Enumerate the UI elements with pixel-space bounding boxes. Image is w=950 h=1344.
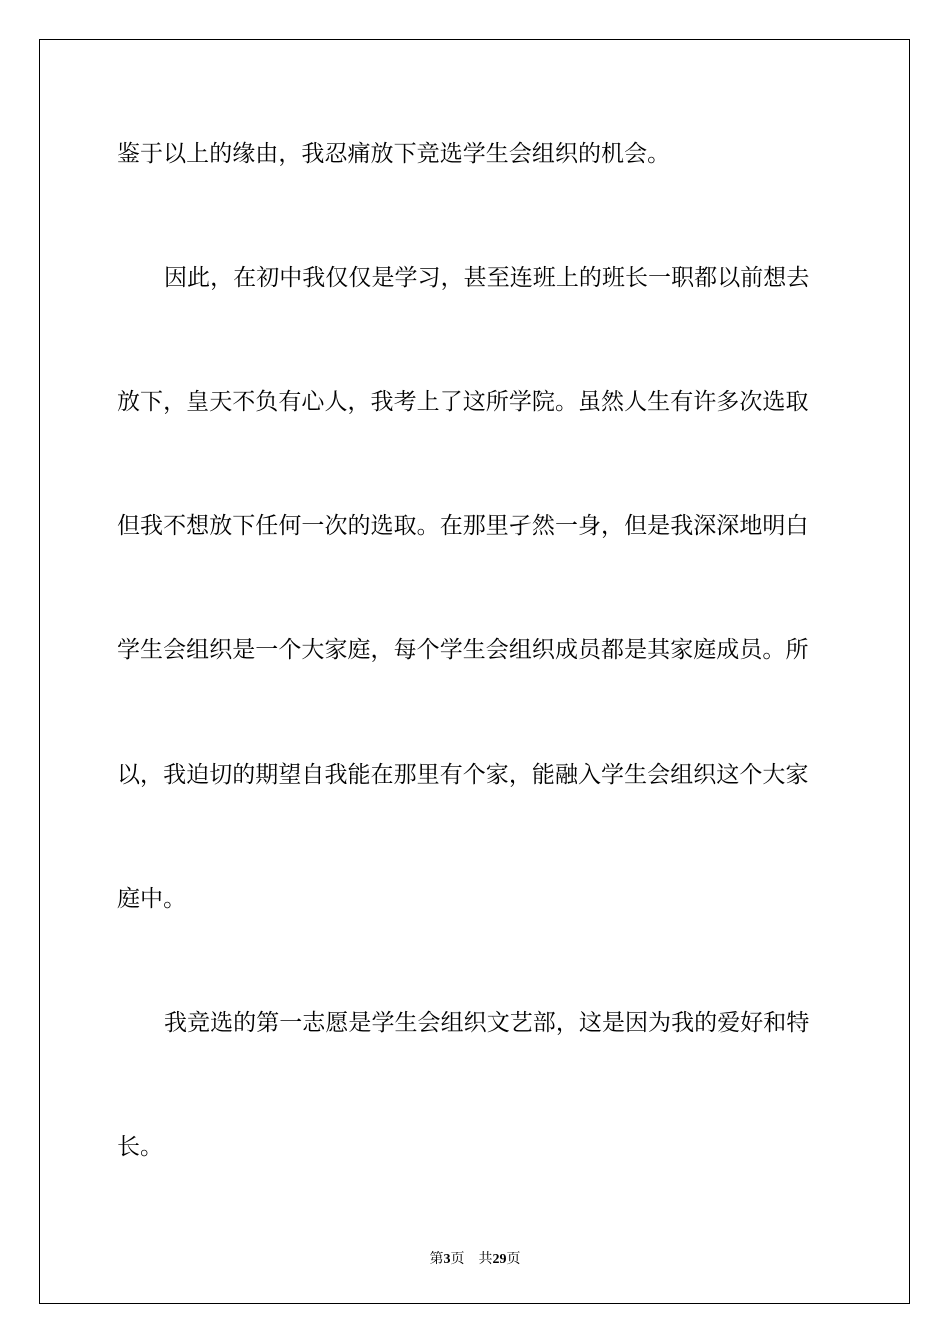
page-border [39, 39, 910, 1304]
text-line-7: 庭中。 [117, 886, 187, 912]
total-pages: 29 [492, 1252, 507, 1267]
text-line-5: 学生会组织是一个大家庭，每个学生会组织成员都是其家庭成员。所 [117, 637, 809, 663]
text-line-2: 因此，在初中我仅仅是学习，甚至连班上的班长一职都以前想去 [164, 265, 810, 291]
text-line-9: 长。 [117, 1134, 164, 1160]
page-number: 3 [443, 1252, 451, 1267]
text-line-1: 鉴于以上的缘由，我忍痛放下竞选学生会组织的机会。 [117, 141, 671, 167]
total-prefix: 共 [478, 1251, 493, 1267]
page-suffix: 页 [450, 1251, 465, 1267]
total-suffix: 页 [506, 1251, 521, 1267]
page-prefix: 第 [429, 1251, 444, 1267]
text-line-8: 我竞选的第一志愿是学生会组织文艺部，这是因为我的爱好和特 [164, 1010, 810, 1036]
text-line-6: 以，我迫切的期望自我能在那里有个家，能融入学生会组织这个大家 [117, 762, 809, 788]
page-footer [0, 1250, 950, 1269]
text-line-4: 但我不想放下任何一次的选取。在那里孑然一身，但是我深深地明白 [117, 513, 809, 539]
text-line-3: 放下，皇天不负有心人，我考上了这所学院。虽然人生有许多次选取 [117, 389, 809, 415]
